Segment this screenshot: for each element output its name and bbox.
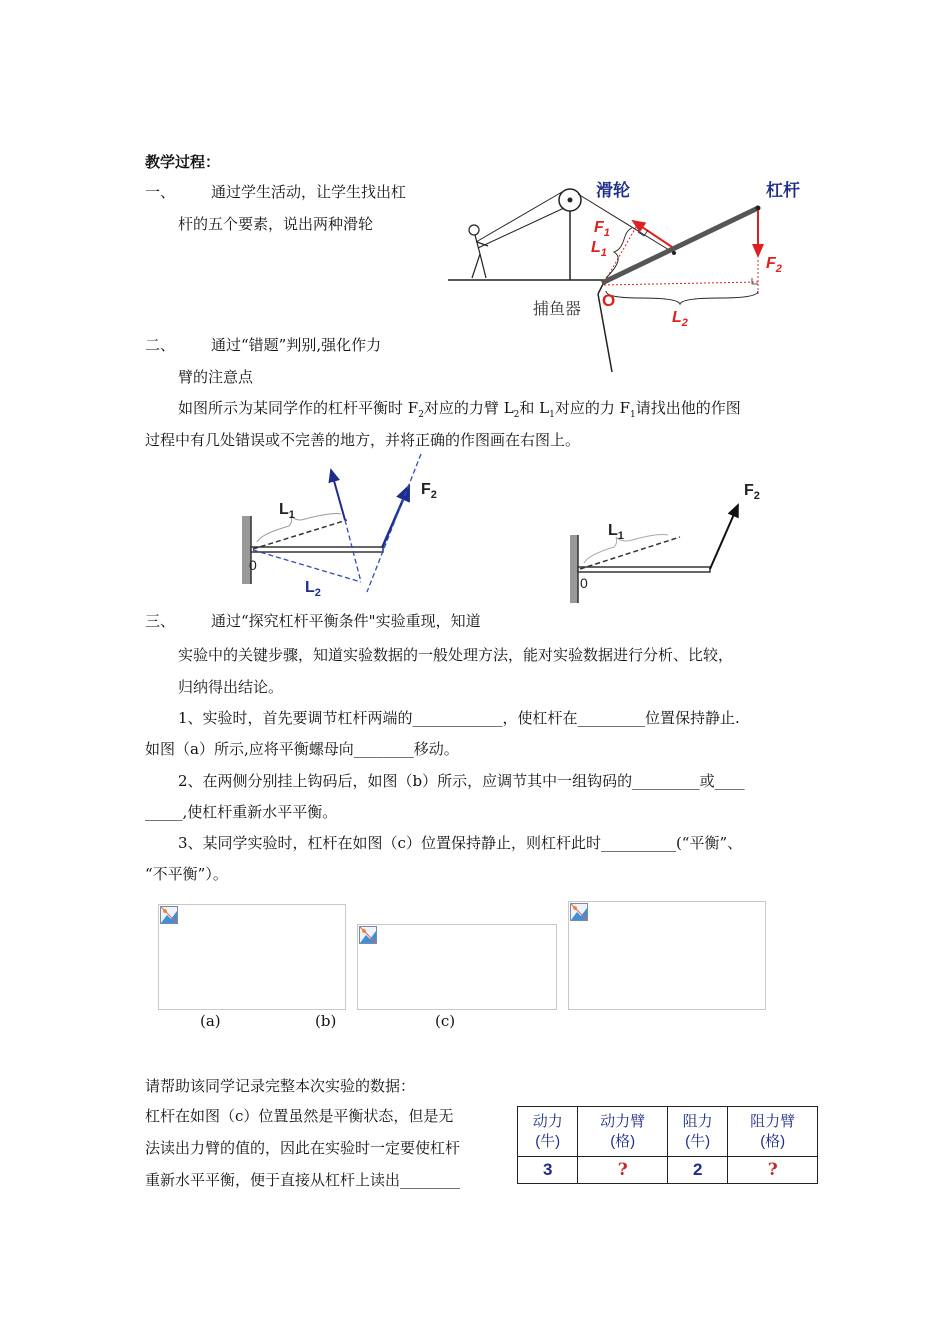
image-placeholder-b: [357, 924, 557, 1010]
f1-label: $F_1$: [594, 219, 610, 239]
table-header-cell: 阻力臂 (格): [728, 1107, 818, 1157]
stick-figure: [469, 225, 488, 278]
table-row: [518, 1157, 818, 1184]
pulley-label: 滑轮: [596, 181, 630, 200]
table-cell: 2: [667, 1157, 727, 1184]
f2-label: $F_2$: [766, 255, 782, 275]
l1-label: $L_1$: [608, 522, 624, 542]
section-2-line2: 臂的注意点: [178, 368, 254, 386]
bottom-line3: 重新水平平衡，便于直接从杠杆上读出________: [145, 1171, 461, 1189]
section-1-line2: 杆的五个要素，说出两种滑轮: [178, 215, 374, 233]
question-2-line2: _____,使杠杆重新水平平衡。: [145, 803, 338, 821]
question-1-line2: 如图（a）所示,应将平衡螺母向________移动。: [145, 740, 459, 758]
table-cell: ?: [578, 1157, 668, 1184]
section-heading: 教学过程：: [145, 153, 221, 171]
l2-label: $L_2$: [672, 309, 688, 329]
pivot-o-label: O: [602, 291, 616, 310]
l1-label: $L_1$: [591, 239, 607, 259]
section-2-number: 二、: [145, 336, 176, 354]
bottom-line1: 杠杆在如图（c）位置虽然是平衡状态，但是无: [145, 1107, 454, 1125]
table-header-row: [518, 1107, 818, 1157]
pivot-label: 0: [580, 575, 588, 591]
l1-label: $L_1$: [279, 501, 295, 521]
lever-label: 杠杆: [766, 181, 800, 200]
broken-image-icon: [359, 926, 377, 944]
table-cell: ?: [728, 1157, 818, 1184]
record-intro: 请帮助该同学记录完整本次实验的数据：: [145, 1077, 416, 1095]
question-2-line1: 2、在两侧分别挂上钩码后，如图（b）所示，应调节其中一组钩码的_________或____: [178, 772, 745, 790]
bottom-line2: 法读出力臂的值的，因此在实验时一定要使杠杆: [145, 1139, 461, 1157]
section-3-line2: 实验中的关键步骤，知道实验数据的一般处理方法，能对实验数据进行分析、比较，: [178, 646, 734, 664]
section-1-number: 一、: [145, 183, 176, 201]
pivot-label: 0: [249, 557, 257, 573]
section-2-paragraph-line2: 过程中有几处错误或不完善的地方，并将正确的作图画在右图上。: [145, 431, 581, 449]
table-cell: 3: [518, 1157, 578, 1184]
broken-image-icon: [570, 903, 588, 921]
caption-a: (a): [200, 1012, 221, 1030]
section-1-line1: 通过学生活动，让学生找出杠: [211, 183, 407, 201]
broken-image-icon: [160, 906, 178, 924]
lever-error-figure: [235, 452, 460, 610]
question-3-line1: 3、某同学实验时，杠杆在如图（c）位置保持静止，则杠杆此时__________(“平衡”、: [178, 834, 743, 852]
experiment-data-table: [517, 1106, 818, 1184]
section-3-line1: 通过“探究杠杆平衡条件"实验重现，知道: [211, 612, 481, 630]
fishing-device-caption: 捕鱼器: [533, 301, 582, 318]
caption-b: (b): [315, 1012, 337, 1030]
image-placeholder-c: [568, 901, 766, 1010]
section-3-number: 三、: [145, 612, 176, 630]
table-header-cell: 阻力 (牛): [667, 1107, 727, 1157]
l2-label: $L_2$: [305, 579, 321, 599]
image-placeholder-a: [158, 904, 346, 1010]
table-header-cell: 动力 (牛): [518, 1107, 578, 1157]
lever-correction-figure: [562, 475, 782, 607]
caption-c: (c): [435, 1012, 456, 1030]
section-2-line1: 通过“错题”判别,强化作力: [211, 336, 382, 354]
f2-label: $F_2$: [421, 481, 437, 501]
section-3-line3: 归纳得出结论。: [178, 678, 284, 696]
question-3-line2: “不平衡”）。: [145, 865, 228, 883]
table-header-cell: 动力臂 (格): [578, 1107, 668, 1157]
f2-label: $F_2$: [744, 482, 760, 502]
fishing-device-figure: [440, 170, 820, 380]
section-2-paragraph-line1: 如图所示为某同学作的杠杆平衡时 $F_2$对应的力臂 $L_2$和 $L_1$对应的力 $F_1$请找出他的作图: [178, 399, 741, 420]
question-1-line1: 1、实验时，首先要调节杠杆两端的____________，使杠杆在_________位置保持静止.: [178, 709, 740, 727]
